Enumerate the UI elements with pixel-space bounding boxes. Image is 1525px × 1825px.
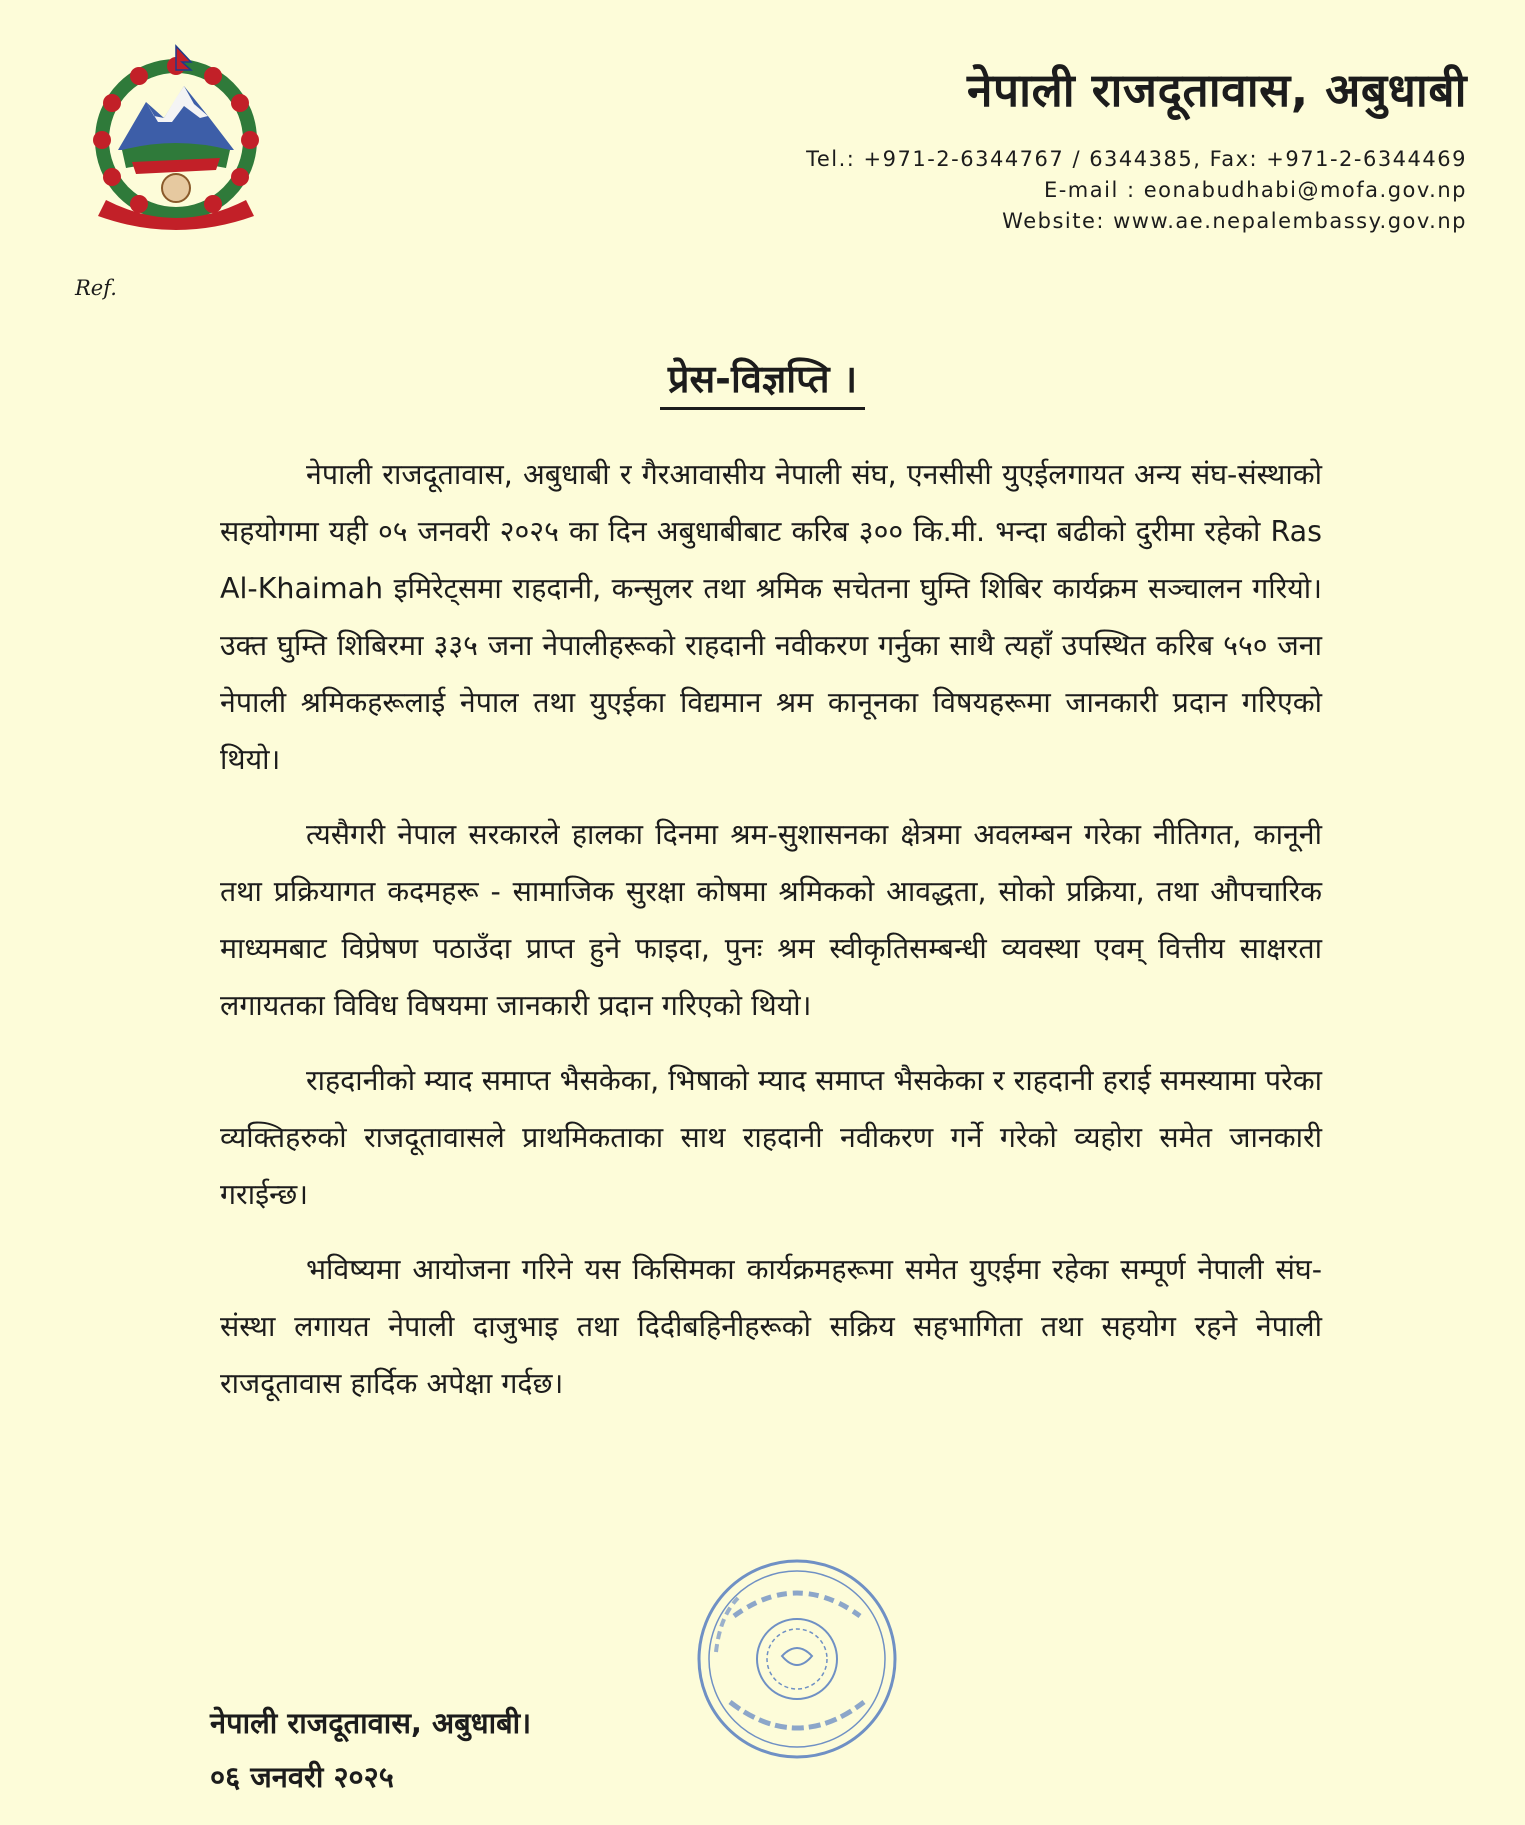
signoff-block bbox=[210, 1696, 531, 1804]
press-release-heading bbox=[0, 352, 1525, 404]
website-line: Website: www.ae.nepalembassy.gov.np bbox=[1002, 209, 1467, 233]
body-paragraph: नेपाली राजदूतावास, अबुधाबी र गैरआवासीय नेपाली संघ, एनसीसी युएईलगायत अन्य संघ-संस्थाको सहयोगमा यही ०५ जनवरी २०२५ का दिन अबुधाबीबाट करिब ३०० कि.मी. भन्दा बढीको दुरीमा रहेको Ras Al-Khaimah इमिरेट्समा राहदानी, कन्सुलर तथा श्रमिक सचेतना घुम्ति शिबिर कार्यक्रम सञ्चालन गरियो। उक्त घुम्ति शिबिरमा ३३५ जना नेपालीहरूको राहदानी नवीकरण गर्नुका साथै त्यहाँ उपस्थित करिब ५५० जना नेपाली श्रमिकहरूलाई नेपाल तथा युएईका विद्यमान श्रम कानूनका विषयहरूमा जानकारी प्रदान गरिएको थियो। bbox=[220, 458, 1322, 776]
body-paragraph: राहदानीको म्याद समाप्त भैसकेका, भिषाको म्याद समाप्त भैसकेका र राहदानी हराई समस्यामा परेका व्यक्तिहरुको राजदूतावासले प्राथमिकताका साथ राहदानी नवीकरण गर्ने गरेको व्यहोरा समेत जानकारी गराईन्छ। bbox=[220, 1064, 1322, 1211]
press-release-body bbox=[220, 446, 1322, 1430]
body-paragraph: भविष्यमा आयोजना गरिने यस किसिमका कार्यक्रमहरूमा समेत युएईमा रहेका सम्पूर्ण नेपाली संघ-संस्था लगायत नेपाली दाजुभाइ तथा दिदीबहिनीहरूको सक्रिय सहभागिता तथा सहयोग रहने नेपाली राजदूतावास हार्दिक अपेक्षा गर्दछ। bbox=[220, 1253, 1322, 1400]
embassy-seal-icon bbox=[694, 1556, 900, 1762]
issuer-name: नेपाली राजदूतावास, अबुधाबी। bbox=[210, 1706, 532, 1740]
email-line: E-mail : eonabudhabi@mofa.gov.np bbox=[1043, 178, 1467, 202]
embassy-title: नेपाली राजदूतावास, अबुधाबी bbox=[967, 63, 1467, 117]
heading-text: प्रेस-विज्ञप्ति । bbox=[660, 357, 865, 410]
issue-date: ०६ जनवरी २०२५ bbox=[210, 1760, 394, 1794]
ref-label: Ref. bbox=[75, 276, 117, 300]
body-paragraph: त्यसैगरी नेपाल सरकारले हालका दिनमा श्रम-सुशासनका क्षेत्रमा अवलम्बन गरेका नीतिगत, कानूनी तथा प्रक्रियागत कदमहरू - सामाजिक सुरक्षा कोषमा श्रमिकको आवद्धता, सोको प्रक्रिया, तथा औपचारिक माध्यमबाट विप्रेषण पठाउँदा प्राप्त हुने फाइदा, पुनः श्रम स्वीकृतिसम्बन्धी व्यवस्था एवम् वित्तीय साक्षरता लगायतका विविध विषयमा जानकारी प्रदान गरिएको थियो। bbox=[220, 818, 1322, 1022]
letterhead bbox=[806, 58, 1467, 237]
nepal-emblem-icon bbox=[76, 40, 276, 240]
tel-fax-line: Tel.: +971-2-6344767 / 6344385, Fax: +971-2-6344469 bbox=[806, 147, 1467, 171]
